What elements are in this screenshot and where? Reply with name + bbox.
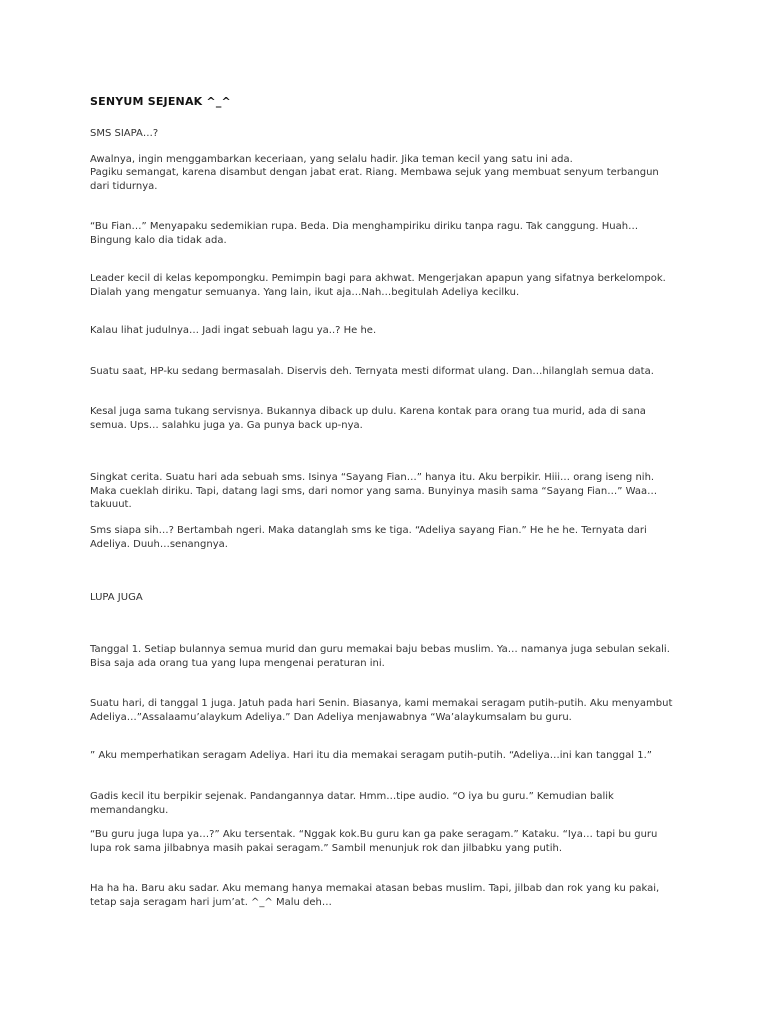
paragraph: Awalnya, ingin menggambarkan keceriaan, yang selalu hadir. Jika teman kecil yang satu ini ada. <box>90 154 573 165</box>
paragraph: “Bu guru juga lupa ya…?” Aku tersentak. “Nggak kok.Bu guru kan ga pake seragam.” Kataku. “Iya… tapi bu guru lupa rok sama jilbabnya masih pakai seragam.” Sambil menunjuk rok dan jilbabku yang putih. <box>90 829 658 854</box>
paragraph: Kesal juga sama tukang servisnya. Bukannya diback up dulu. Karena kontak para orang tua murid, ada di sana semua. Ups… salahku juga ya. Ga punya back up-nya. <box>90 406 646 431</box>
paragraph: Tanggal 1. Setiap bulannya semua murid dan guru memakai baju bebas muslim. Ya… namanya juga sebulan sekali. Bisa saja ada orang tua yang lupa mengenai peraturan ini. <box>90 644 670 669</box>
paragraph: Gadis kecil itu berpikir sejenak. Pandangannya datar. Hmm…tipe audio. “O iya bu guru.” Kemudian balik memandangku. <box>90 791 614 816</box>
paragraph: “Bu Fian…” Menyapaku sedemikian rupa. Beda. Dia menghampiriku diriku tanpa ragu. Tak canggung. Huah… Bingung kalo dia tidak ada. <box>90 221 639 246</box>
paragraph: Singkat cerita. Suatu hari ada sebuah sms. Isinya “Sayang Fian…” hanya itu. Aku berpikir. Hiii… orang iseng nih. Maka cueklah diriku. Tapi, datang lagi sms, dari nomor yang sama. Bunyinya masih sama “Sayang Fian…” Waa… takuuut. <box>90 472 658 510</box>
paragraph: Suatu saat, HP-ku sedang bermasalah. Diservis deh. Ternyata mesti diformat ulang. Dan…hilanglah semua data. <box>90 366 654 377</box>
paragraph: Suatu hari, di tanggal 1 juga. Jatuh pada hari Senin. Biasanya, kami memakai seragam putih-putih. Aku menyambut Adeliya…”Assalaamu’alaykum Adeliya.” Dan Adeliya menjawabnya “Wa’alaykumsalam bu guru. <box>90 698 673 723</box>
paragraph: Pagiku semangat, karena disambut dengan jabat erat. Riang. Membawa sejuk yang membuat senyum terbangun dari tidurnya. <box>90 167 659 192</box>
paragraph: Sms siapa sih…? Bertambah ngeri. Maka datanglah sms ke tiga. “Adeliya sayang Fian.” He he he. Ternyata dari Adeliya. Duuh…senangnya. <box>90 525 647 550</box>
paragraph: ” Aku memperhatikan seragam Adeliya. Hari itu dia memakai seragam putih-putih. “Adeliya…ini kan tanggal 1.” <box>90 750 652 761</box>
paragraph: Leader kecil di kelas kepompongku. Pemimpin bagi para akhwat. Mengerjakan apapun yang sifatnya berkelompok. Dialah yang mengatur semuanya. Yang lain, ikut aja…Nah…begitulah Adeliya kecilku. <box>90 273 666 298</box>
section-heading-sms-siapa: SMS SIAPA…? <box>90 128 159 139</box>
paragraph: Ha ha ha. Baru aku sadar. Aku memang hanya memakai atasan bebas muslim. Tapi, jilbab dan rok yang ku pakai, tetap saja seragam hari jum’at. ^_^ Malu deh… <box>90 883 660 908</box>
document-title: SENYUM SEJENAK ^_^ <box>90 95 231 108</box>
section-heading-lupa-juga: LUPA JUGA <box>90 592 143 603</box>
paragraph: Kalau lihat judulnya… Jadi ingat sebuah lagu ya..? He he. <box>90 325 377 336</box>
